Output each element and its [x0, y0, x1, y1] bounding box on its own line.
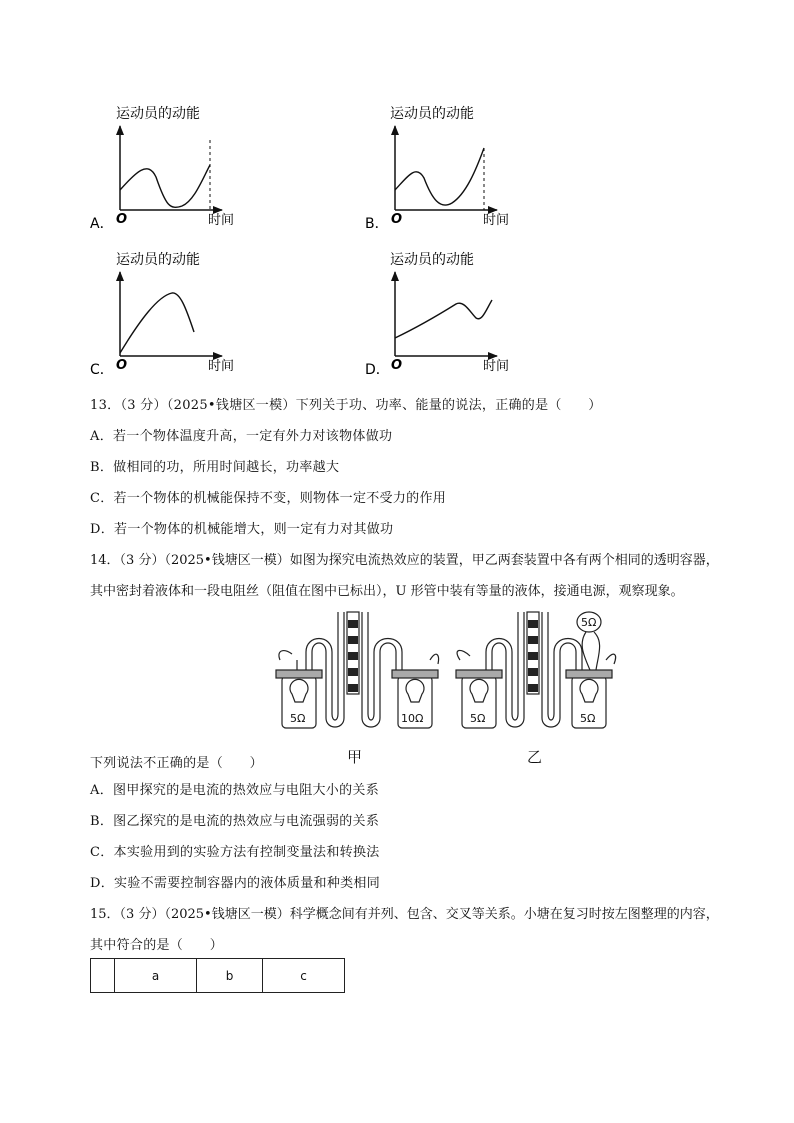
q14-option-c[interactable]: C．本实验用到的实验方法有控制变量法和转换法 — [90, 845, 380, 860]
yi-parallel-resistor-label: 5Ω — [581, 616, 597, 629]
yi-caption: 乙 — [527, 748, 543, 766]
jia-right-bulb — [406, 679, 424, 702]
jia-caption: 甲 — [347, 748, 363, 766]
yi-right-lid — [566, 670, 612, 678]
graph-d-xlabel: 时间 — [483, 359, 510, 374]
q13-option-a[interactable]: A．若一个物体温度升高，一定有外力对该物体做功 — [90, 429, 393, 444]
yi-left-lid — [456, 670, 502, 678]
graph-c-origin: O — [116, 358, 128, 373]
q14-option-d[interactable]: D．实验不需要控制容器内的液体质量和种类相同 — [90, 876, 381, 891]
q15-table — [90, 958, 345, 993]
q14-option-b[interactable]: B．图乙探究的是电流的热效应与电流强弱的关系 — [90, 814, 380, 829]
q15-stem-line1: 15．（3 分）（2025•钱塘区一模）科学概念间有并列、包含、交叉等关系。小塘在复习时按左图整理的内容， — [90, 907, 719, 922]
yi-left-bulb — [470, 679, 488, 702]
q15-table-header-a: a — [115, 959, 197, 993]
option-c-label: C． — [90, 362, 114, 378]
jia-right-lid — [392, 670, 438, 678]
q13-option-b[interactable]: B．做相同的功，所用时间越长，功率越大 — [90, 460, 340, 475]
q14-prompt: 下列说法不正确的是（ ） — [90, 756, 263, 771]
graph-b-origin: O — [391, 212, 403, 227]
q14-option-a[interactable]: A．图甲探究的是电流的热效应与电阻大小的关系 — [90, 783, 379, 798]
q15-table-header-blank — [91, 959, 115, 993]
q13-stem: 13．（3 分）（2025•钱塘区一模）下列关于功、功率、能量的说法，正确的是（ ） — [90, 398, 602, 413]
graph-d-origin: O — [391, 358, 403, 373]
graph-c-xlabel: 时间 — [208, 359, 235, 374]
q14-stem-line2: 其中密封着液体和一段电阻丝（阻值在图中已标出），U 形管中装有等量的液体，接通电源，观察现象。 — [90, 584, 684, 599]
q15-table-header-b: b — [197, 959, 263, 993]
jia-right-resistor-label: 10Ω — [401, 712, 424, 725]
jia-left-resistor-label: 5Ω — [290, 712, 306, 725]
graph-a-xlabel: 时间 — [208, 213, 235, 228]
q14-stem-line1: 14．（3 分）（2025•钱塘区一模）如图为探究电流热效应的装置，甲乙两套装置中各有两个相同的透明容器， — [90, 553, 719, 568]
graph-b-xlabel: 时间 — [483, 213, 510, 228]
graph-c-ylabel: 运动员的动能 — [116, 252, 200, 268]
yi-right-bulb — [580, 679, 598, 702]
jia-right-u-tube — [362, 612, 396, 727]
q15-stem-line2: 其中符合的是（ ） — [90, 938, 224, 953]
q13-option-c[interactable]: C．若一个物体的机械能保持不变，则物体一定不受力的作用 — [90, 491, 447, 506]
jia-left-lid — [276, 670, 322, 678]
graph-a-ylabel: 运动员的动能 — [116, 106, 200, 122]
q13-option-d[interactable]: D．若一个物体的机械能增大，则一定有力对其做功 — [90, 522, 394, 537]
option-d-label: D． — [365, 362, 390, 378]
q15-table-header-c: c — [263, 959, 345, 993]
yi-right-resistor-label: 5Ω — [580, 712, 596, 725]
graph-d-ylabel: 运动员的动能 — [390, 252, 474, 268]
q15-table-header-row — [91, 959, 345, 993]
graph-a-origin: O — [116, 212, 128, 227]
graph-b-ylabel: 运动员的动能 — [390, 106, 474, 122]
jia-left-bulb — [290, 679, 308, 702]
yi-left-resistor-label: 5Ω — [470, 712, 486, 725]
option-b-label: B． — [365, 216, 389, 232]
option-a-label: A． — [90, 216, 114, 232]
